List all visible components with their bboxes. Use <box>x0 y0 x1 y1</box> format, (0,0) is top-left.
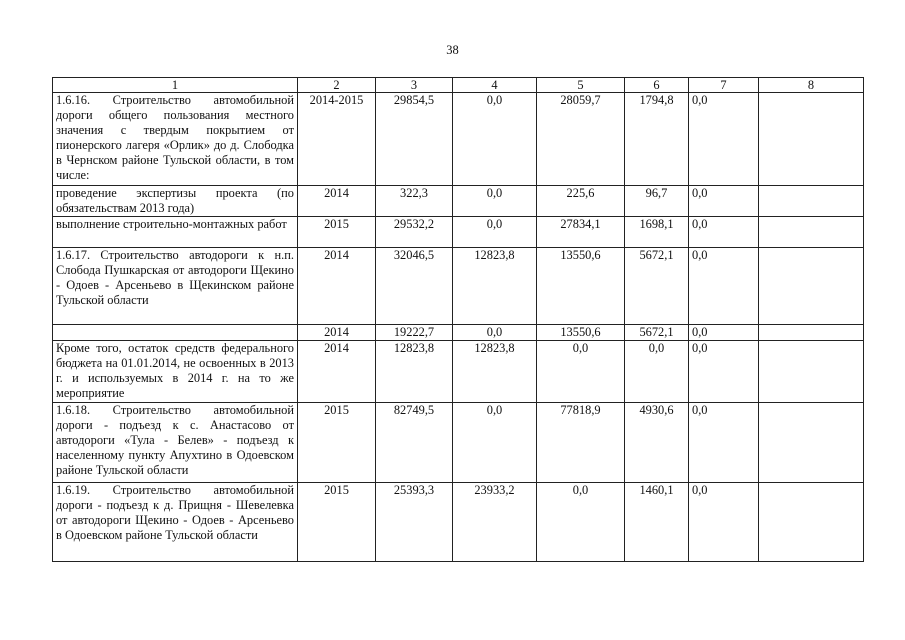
row-col-7: 0,0 <box>689 325 759 341</box>
row-col-6: 5672,1 <box>625 325 689 341</box>
row-col-5: 225,6 <box>537 186 625 217</box>
row-col-6: 1460,1 <box>625 483 689 562</box>
row-col-8 <box>759 186 864 217</box>
row-col-6: 1794,8 <box>625 93 689 186</box>
header-row <box>53 78 864 93</box>
row-period: 2014 <box>298 248 376 325</box>
row-col-7: 0,0 <box>689 93 759 186</box>
row-col-8 <box>759 341 864 403</box>
row-col-4: 0,0 <box>453 217 537 248</box>
row-col-4: 0,0 <box>453 186 537 217</box>
row-col-6: 5672,1 <box>625 248 689 325</box>
page-number: 38 <box>446 43 459 57</box>
row-col-7: 0,0 <box>689 186 759 217</box>
row-col-5: 0,0 <box>537 483 625 562</box>
row-col-7: 0,0 <box>689 403 759 483</box>
budget-table <box>52 77 864 562</box>
row-col-4: 0,0 <box>453 403 537 483</box>
row-description <box>53 325 298 341</box>
row-period: 2015 <box>298 483 376 562</box>
row-period: 2014-2015 <box>298 93 376 186</box>
row-col-4: 23933,2 <box>453 483 537 562</box>
row-col-5: 77818,9 <box>537 403 625 483</box>
column-header-6: 6 <box>625 78 689 93</box>
row-col-8 <box>759 248 864 325</box>
row-col-4: 0,0 <box>453 93 537 186</box>
table-row <box>53 248 864 325</box>
row-col-3: 29532,2 <box>376 217 453 248</box>
row-col-3: 82749,5 <box>376 403 453 483</box>
row-col-3: 19222,7 <box>376 325 453 341</box>
table-row <box>53 325 864 341</box>
row-period: 2015 <box>298 403 376 483</box>
row-col-3: 32046,5 <box>376 248 453 325</box>
row-col-8 <box>759 217 864 248</box>
row-col-8 <box>759 483 864 562</box>
row-col-8 <box>759 93 864 186</box>
column-header-7: 7 <box>689 78 759 93</box>
row-col-5: 13550,6 <box>537 248 625 325</box>
column-header-5: 5 <box>537 78 625 93</box>
row-col-7: 0,0 <box>689 483 759 562</box>
table-row <box>53 93 864 186</box>
row-col-7: 0,0 <box>689 217 759 248</box>
row-period: 2014 <box>298 341 376 403</box>
row-col-6: 1698,1 <box>625 217 689 248</box>
table-row <box>53 217 864 248</box>
row-col-8 <box>759 403 864 483</box>
row-col-6: 0,0 <box>625 341 689 403</box>
row-period: 2015 <box>298 217 376 248</box>
row-period: 2014 <box>298 186 376 217</box>
column-header-4: 4 <box>453 78 537 93</box>
row-col-4: 12823,8 <box>453 341 537 403</box>
row-col-7: 0,0 <box>689 341 759 403</box>
row-description: Кроме того, остаток средств федерального бюджета на 01.01.2014, не освоенных в 2013 г. и используемых в 2014 г. на то же мероприятие <box>53 341 298 403</box>
row-description: 1.6.16. Строительство автомобильной дороги общего пользования местного значения с твердым покрытием от пионерского лагеря «Орлик» до д. Слободка в Чернском районе Тульской области, в том числе: <box>53 93 298 186</box>
row-col-3: 29854,5 <box>376 93 453 186</box>
column-header-2: 2 <box>298 78 376 93</box>
table-row <box>53 341 864 403</box>
row-description: проведение экспертизы проекта (по обязательствам 2013 года) <box>53 186 298 217</box>
row-description: выполнение строительно-монтажных работ <box>53 217 298 248</box>
row-col-6: 96,7 <box>625 186 689 217</box>
column-header-3: 3 <box>376 78 453 93</box>
row-col-5: 0,0 <box>537 341 625 403</box>
table-row <box>53 186 864 217</box>
row-col-5: 28059,7 <box>537 93 625 186</box>
row-col-6: 4930,6 <box>625 403 689 483</box>
row-col-3: 12823,8 <box>376 341 453 403</box>
row-col-5: 13550,6 <box>537 325 625 341</box>
row-col-3: 322,3 <box>376 186 453 217</box>
row-col-7: 0,0 <box>689 248 759 325</box>
row-col-4: 0,0 <box>453 325 537 341</box>
row-description: 1.6.19. Строительство автомобильной дороги - подъезд к д. Прищня - Шевелевка от автодороги Щекино - Одоев - Арсеньево в Одоевском районе Тульской области <box>53 483 298 562</box>
row-col-4: 12823,8 <box>453 248 537 325</box>
table-row <box>53 483 864 562</box>
column-header-1: 1 <box>53 78 298 93</box>
row-col-8 <box>759 325 864 341</box>
row-description: 1.6.18. Строительство автомобильной дороги - подъезд к с. Анастасово от автодороги «Тула - Белев» - подъезд к населенному пункту Апухтино в Одоевском районе Тульской области <box>53 403 298 483</box>
column-header-8: 8 <box>759 78 864 93</box>
table-row <box>53 403 864 483</box>
row-col-5: 27834,1 <box>537 217 625 248</box>
row-period: 2014 <box>298 325 376 341</box>
row-col-3: 25393,3 <box>376 483 453 562</box>
row-description: 1.6.17. Строительство автодороги к н.п. Слобода Пушкарская от автодороги Щекино - Одоев - Арсеньево в Щекинском районе Тульской области <box>53 248 298 325</box>
